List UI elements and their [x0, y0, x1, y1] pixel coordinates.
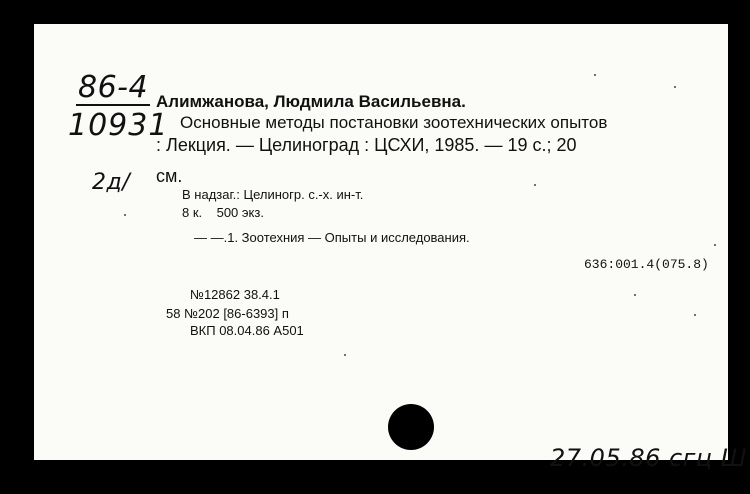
title-line-1: Основные методы постановки зоотехнических опытов	[180, 113, 608, 132]
speck	[634, 294, 636, 296]
handwritten-date: 27.05.86 сгц Ш	[550, 444, 747, 472]
call-number-bottom: 10931	[68, 108, 169, 143]
note-line-2: 8 к. 500 экз.	[182, 205, 264, 220]
call-number-top: 86-4	[78, 70, 149, 105]
author-name: Алимжанова, Людмила Васильевна.	[156, 92, 466, 111]
classification-code: 636:001.4(075.8)	[584, 257, 709, 272]
title-line-2: : Лекция. — Целиноград : ЦСХИ, 1985. — 19 с.; 20	[156, 135, 577, 155]
speck	[674, 86, 676, 88]
handwritten-mark: 2д/	[92, 170, 131, 195]
note-line-1: В надзаг.: Целиногр. с.-х. ин-т.	[182, 187, 364, 202]
registry-line-3: ВКП 08.04.86 А501	[190, 323, 304, 338]
speck	[344, 354, 346, 356]
subject-heading: — —.1. Зоотехния — Опыты и исследования.	[194, 230, 470, 245]
punch-hole	[388, 404, 434, 450]
speck	[694, 314, 696, 316]
catalog-card	[34, 24, 747, 472]
registry-line-2: 58 №202 [86-6393] п	[166, 306, 289, 321]
registry-line-1: №12862 38.4.1	[190, 287, 280, 302]
speck	[124, 214, 126, 216]
speck	[534, 184, 536, 186]
speck	[714, 244, 716, 246]
speck	[594, 74, 596, 76]
title-line-3: см.	[156, 166, 183, 186]
